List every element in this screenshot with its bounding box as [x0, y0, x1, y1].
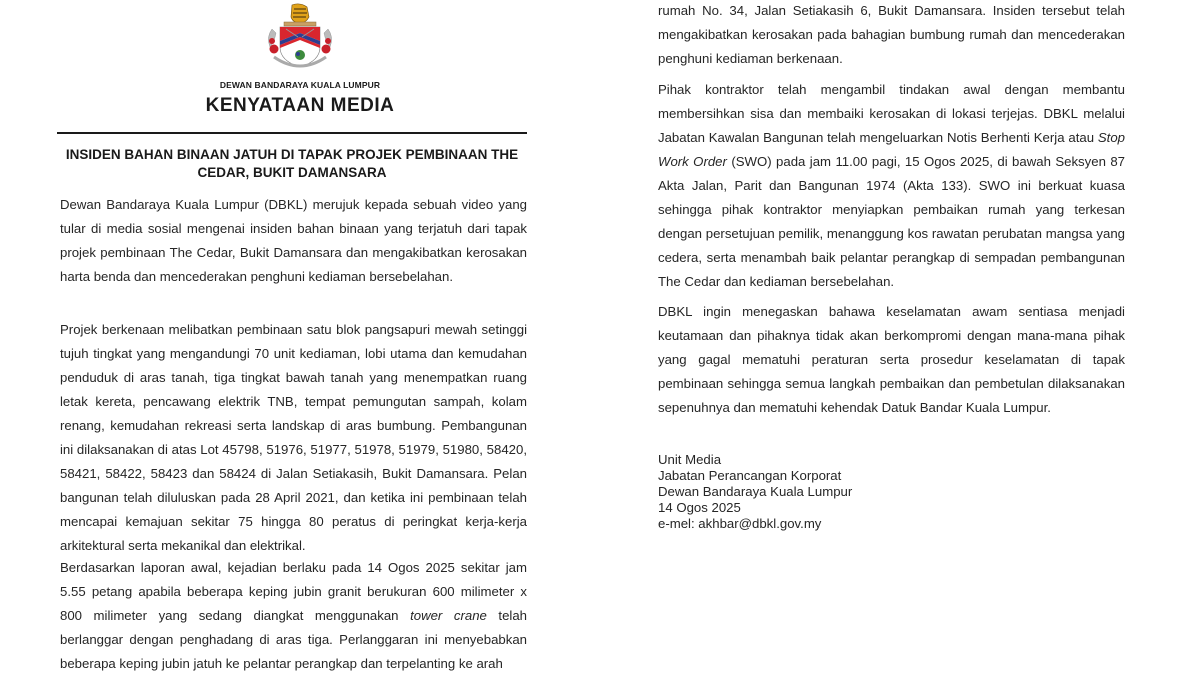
paragraph-intro: Dewan Bandaraya Kuala Lumpur (DBKL) merujuk kepada sebuah video yang tular di media sosial mengenai insiden bahan binaan yang terjatuh dari tapak projek pembinaan The Cedar, Bukit Damansara dan mengakibatkan kerosakan harta benda dan mencederakan penghuni kediaman bersebelahan.: [60, 197, 527, 284]
incident-text-part2: telah berlanggar dengan penghadang di aras tiga. Perlanggaran ini menyebabkan beberapa keping jubin jatuh ke pelantar perangkap dan terpelanting ke arah: [60, 608, 528, 671]
incident-italic-term: tower crane: [410, 608, 487, 623]
signature-department: Jabatan Perancangan Korporat: [658, 468, 842, 483]
paragraph-project-details: Projek berkenaan melibatkan pembinaan satu blok pangsapuri mewah setinggi tujuh tingkat yang mengandungi 70 unit kediaman, lobi utama dan kemudahan penduduk di aras tanah, tiga tingkat bawah tanah yang menempatkan ruang letak kereta, pencawang elektrik TNB, tempat pemungutan sampah, kolam renang, kemudahan rekreasi serta landskap di aras bumbung. Pembangunan ini dilaksanakan di atas Lot 45798, 51976, 51977, 51978, 51979, 51980, 58420, 58421, 58422, 58423 dan 58424 di Jalan Setiakasih, Bukit Damansara. Pelan bangunan telah diluluskan pada 28 April 2021, dan ketika ini pembinaan telah mencapai kemajuan sekitar 75 hingga 80 peratus di peringkat kerja-kerja arkitektural serta mekanikal dan elektrikal.: [60, 322, 527, 553]
contractor-text-part2: (SWO) pada jam 11.00 pagi, 15 Ogos 2025, di bawah Seksyen 87 Akta Jalan, Parit dan Bangunan 1974 (Akta 133). SWO ini berkuat kuasa sehingga pihak kontraktor menyiapkan pembaikan rumah yang terkesan dengan persetujuan pemilik, menanggung kos rawatan perubatan mangsa yang cedera, serta menambah baik pelantar perangkap di sempadan pembangunan The Cedar dan kediaman bersebelahan.: [658, 154, 1125, 289]
signature-date: 14 Ogos 2025: [658, 500, 741, 515]
paragraph-incident-continued: rumah No. 34, Jalan Setiakasih 6, Bukit Damansara. Insiden tersebut telah mengakibatkan kerosakan pada bahagian bumbung rumah dan mencederakan penghuni kediaman berkenaan.: [658, 3, 1125, 66]
organization-name: DEWAN BANDARAYA KUALA LUMPUR: [219, 80, 381, 90]
signature-block: [658, 452, 852, 532]
incident-text-part1: Berdasarkan laporan awal, kejadian berlaku pada 14 Ogos 2025 sekitar jam 5.55 petang apabila beberapa keping jubin granit berukuran 600 milimeter x 800 milimeter yang sedang diangkat menggunakan: [60, 560, 527, 623]
signature-unit: Unit Media: [658, 452, 722, 467]
dbkl-crest-icon: [262, 3, 338, 73]
signature-organization: Dewan Bandaraya Kuala Lumpur: [658, 484, 853, 499]
paragraph-contractor-action: [658, 78, 1125, 294]
paragraph-incident-report: [60, 556, 527, 676]
document-title: KENYATAAN MEDIA: [205, 95, 395, 116]
signature-email[interactable]: e-mel: akhbar@dbkl.gov.my: [658, 516, 822, 531]
press-release-headline: INSIDEN BAHAN BINAAN JATUH DI TAPAK PROJEK PEMBINAAN THE CEDAR, BUKIT DAMANSARA: [65, 147, 519, 180]
paragraph-closing-statement: DBKL ingin menegaskan bahawa keselamatan awam sentiasa menjadi keutamaan dan pihaknya tidak akan berkompromi dengan mana-mana pihak yang gagal mematuhi peraturan serta prosedur keselamatan di tapak pembinaan sehingga semua langkah pembaikan dan pembetulan dilaksanakan sepenuhnya dan mematuhi kehendak Datuk Bandar Kuala Lumpur.: [658, 304, 1125, 415]
contractor-italic-term: Stop Work Order: [658, 130, 1125, 169]
contractor-text-part1: Pihak kontraktor telah mengambil tindakan awal dengan membantu membersihkan sisa dan membaiki kerosakan di lokasi terjejas. DBKL melalui Jabatan Kawalan Bangunan telah mengeluarkan Notis Berhenti Kerja atau: [658, 82, 1125, 145]
header-divider: [57, 132, 527, 134]
